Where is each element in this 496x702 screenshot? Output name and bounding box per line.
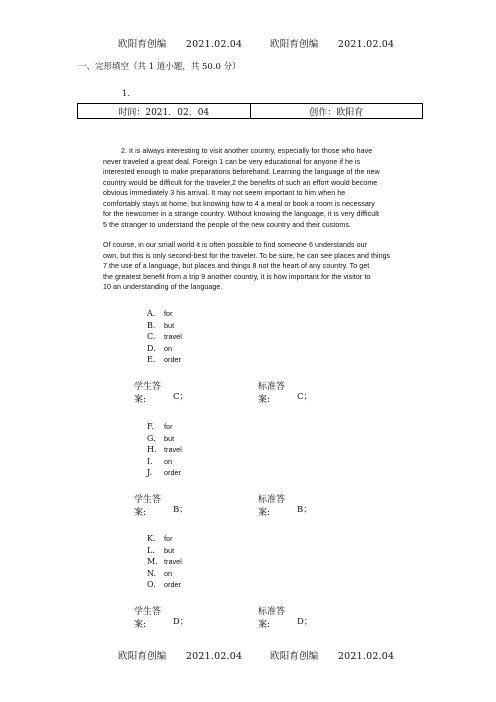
passage-line: never traveled a great deal. Foreign 1 can be very educational for anyone if he is	[103, 157, 361, 166]
passage-line: 5 the stranger to understand the people of the new country and their customs.	[103, 220, 351, 229]
footer-left: 欧阳育创编 2021.02.04	[118, 651, 243, 662]
header-left: 欧阳育创编 2021.02.04	[118, 39, 243, 50]
footer-right: 欧阳育创编 2021.02.04	[270, 651, 395, 662]
option-n[interactable]: N. on	[147, 568, 173, 578]
option-list	[147, 533, 182, 591]
option-e[interactable]: E. order	[147, 355, 182, 365]
option-list	[147, 308, 182, 366]
passage-paragraph-2	[103, 240, 421, 293]
option-c[interactable]: C. travel	[147, 332, 182, 342]
passage-line: interested enough to make preparations beforehand. Learning the language of the new	[103, 168, 380, 176]
standard-answer-value: D；	[297, 617, 313, 627]
standard-answer-label: 标准答案:	[258, 607, 286, 630]
option-b[interactable]: B. but	[147, 320, 175, 330]
passage-line: for the newcomer in a strange country. Without knowing the language, it is very difficult	[103, 210, 379, 218]
standard-answer-label: 标准答案:	[258, 382, 286, 405]
option-o[interactable]: O. order	[147, 580, 182, 590]
passage-line: country would be difficult for the traveler,2 the benefits of such an effort would become	[103, 178, 378, 187]
standard-answer-value: C；	[297, 392, 313, 402]
option-h[interactable]: H. travel	[147, 445, 182, 455]
option-g[interactable]: G. but	[147, 433, 175, 443]
option-list	[147, 421, 182, 479]
question-number: 1.	[122, 89, 131, 99]
passage-line: the greatest benefit from a trip 9 another country, it is how important for the visitor to	[103, 272, 371, 281]
passage-line: 10 an understanding of the language.	[103, 283, 223, 291]
passage-line: own, but this is only second-best for the traveler. To be sure, he can see places and things	[103, 251, 391, 260]
student-answer-value: C；	[173, 392, 189, 402]
option-l[interactable]: L. but	[147, 545, 175, 555]
header-right: 欧阳育创编 2021.02.04	[270, 39, 395, 50]
standard-answer-value: B；	[297, 505, 312, 515]
option-d[interactable]: D. on	[147, 343, 173, 353]
meta-table	[77, 103, 423, 119]
student-answer-label: 学生答案:	[134, 607, 162, 630]
meta-time: 时间：2021．02．04	[118, 107, 210, 118]
passage-line: obvious immediately 3 his arrival. It may not seem important to him when he	[103, 189, 346, 197]
option-k[interactable]: K. for	[147, 534, 173, 543]
option-m[interactable]: M. travel	[147, 557, 182, 567]
option-f[interactable]: F. for	[147, 422, 173, 431]
option-j[interactable]: J. order	[147, 468, 182, 478]
passage-line: Of course, in our small world it is often possible to find someone 6 understands our	[103, 241, 368, 249]
meta-author: 创作：欧阳育	[250, 104, 423, 118]
student-answer-value: B；	[173, 505, 188, 515]
passage-line: comfortably stays at home, but knowing how to 4 a meal or book a room is necessary	[103, 199, 375, 208]
standard-answer-label: 标准答案:	[258, 495, 286, 518]
student-answer-label: 学生答案:	[134, 495, 162, 518]
option-i[interactable]: I. on	[147, 456, 173, 466]
passage-line: 2. It is always interesting to visit another country, especially for those who have	[121, 147, 373, 155]
student-answer-label: 学生答案:	[134, 382, 162, 405]
section-title: 一、完形填空（共 1 道小题，共 50.0 分）	[78, 62, 241, 72]
student-answer-value: D；	[173, 617, 189, 627]
option-a[interactable]: A. for	[147, 309, 173, 318]
passage-paragraph-1	[103, 146, 421, 230]
passage-line: 7 the use of a language, but places and things 8 not the heart of any country. To get	[103, 262, 370, 270]
